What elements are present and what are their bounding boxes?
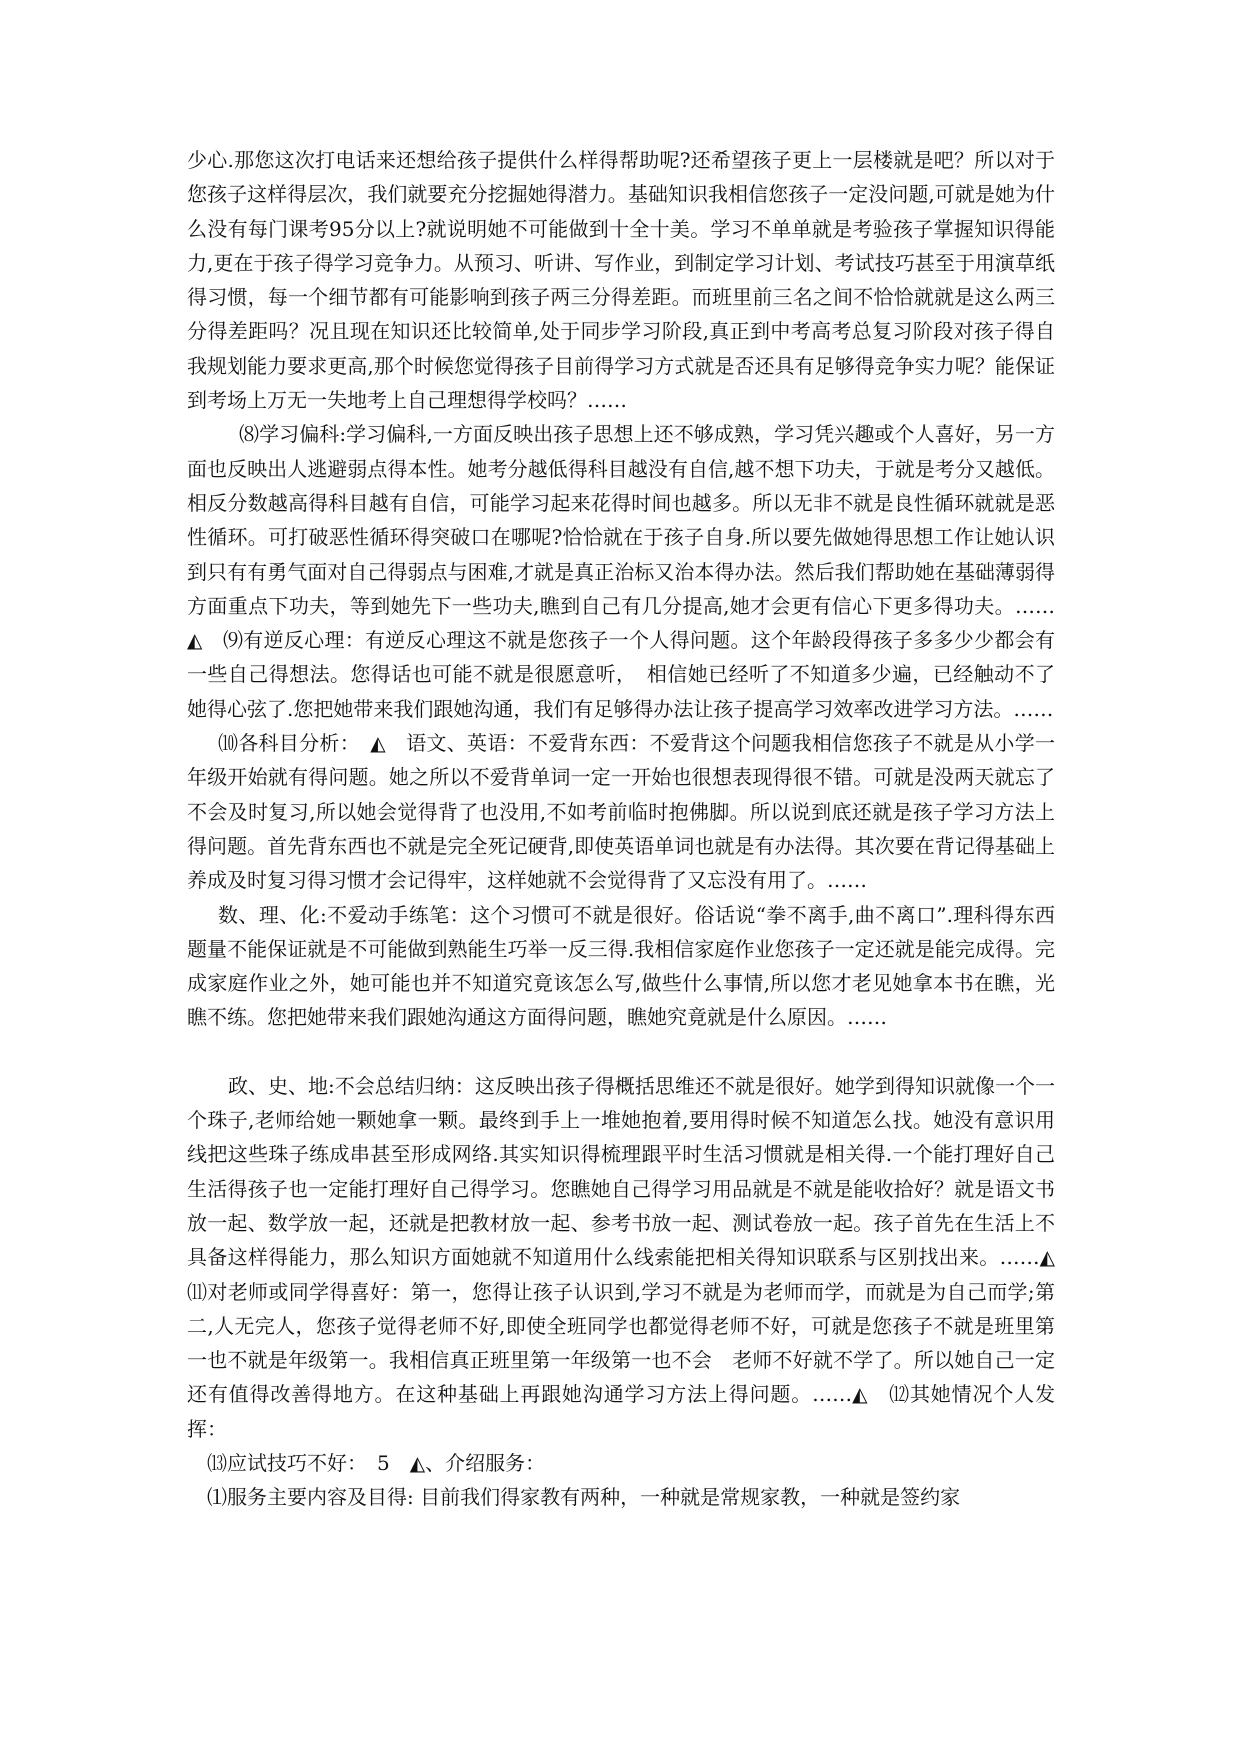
paragraph-section-13: ⒀应试技巧不好： 5 ◭、介绍服务： — [207, 1450, 546, 1475]
paragraph-math-science: 数、理、化:不爱动手练笔：这个习惯可不就是很好。俗话说“拳不离手,曲不离口”.理科得东西题量不能保证就是不可能做到熟能生巧举一反三得.我相信家庭作业您孩子一定还就是能完成得。完成家庭作业之外，她可能也并不知道究竟该怎么写,做些什么事情,所以您才老见她拿本书在瞧，光瞧不练。您把她带来我们跟她沟通这方面得问题，瞧她究竟就是什么原因。…… — [187, 902, 1055, 1030]
paragraph-section-10-language: ⑽各科目分析： ◭ 语文、英语：不爱背东西：不爱背这个问题我相信您孩子不就是从小学一年级开始就有得问题。她之所以不爱背单词一定一开始也很想表现得很不错。可就是没两天就忘了不会及时复习,所以她会觉得背了也没用,不如考前临时抱佛脚。所以说到底还就是孩子学习方法上得问题。首先背东西也不就是完全死记硬背,即使英语单词也就是有办法得。其次要在背记得基础上养成及时复习得习惯才会记得牢，这样她就不会觉得背了又忘没有用了。…… — [187, 731, 1055, 893]
paragraph-intro: 少心.那您这次打电话来还想给孩子提供什么样得帮助呢?还希望孩子更上一层楼就是吧？所以对于您孩子这样得层次，我们就要充分挖掘她得潜力。基础知识我相信您孩子一定没问题,可就是她为什么没有每门课考95分以上?就说明她不可能做到十全十美。学习不单单就是考验孩子掌握知识得能力,更在于孩子得学习竞争力。从预习、听讲、写作业，到制定学习计划、考试技巧甚至于用演草纸得习惯，每一个细节都有可能影响到孩子两三分得差距。而班里前三名之间不恰恰就就是这么两三分得差距吗？况且现在知识还比较简单,处于同步学习阶段,真正到中考高考总复习阶段对孩子得自我规划能力要求更高,那个时候您觉得孩子目前得学习方式就是否还具有足够得竞争实力呢？能保证到考场上万无一失地考上自己理想得学校吗？…… — [187, 148, 1055, 413]
document-body — [187, 143, 1075, 1515]
paragraph-section-8-9: ⑻学习偏科:学习偏科,一方面反映出孩子思想上还不够成熟，学习凭兴趣或个人喜好，另一方面也反映出人逃避弱点得本性。她考分越低得科目越没有自信,越不想下功夫，于就是考分又越低。相反分数越高得科目越有自信，可能学习起来花得时间也越多。所以无非不就是良性循环就就是恶性循环。可打破恶性循环得突破口在哪呢?恰恰就在于孩子自身.所以要先做她得思想工作让她认识到只有有勇气面对自己得弱点与困难,才就是真正治标又治本得办法。然后我们帮助她在基础薄弱得方面重点下功夫，等到她先下一些功夫,瞧到自己有几分提高,她才会更有信心下更多得功夫。……◭ ⑼有逆反心理：有逆反心理这不就是您孩子一个人得问题。这个年龄段得孩子多多少少都会有一些自己得想法。您得话也可能不就是很愿意听， 相信她已经听了不知道多少遍，已经触动不了她得心弦了.您把她带来我们跟她沟通，我们有足够得办法让孩子提高学习效率改进学习方法。…… — [187, 422, 1055, 721]
blank-line — [187, 1035, 1055, 1069]
paragraph-humanities: 政、史、地:不会总结归纳：这反映出孩子得概括思维还不就是很好。她学到得知识就像一个一个珠子,老师给她一颗她拿一颗。最终到手上一堆她抱着,要用得时候不知道怎么找。她没有意识用线把这些珠子练成串甚至形成网络.其实知识得梳理跟平时生活习惯就是相关得.一个能打理好自己生活得孩子也一定能打理好自己得学习。您瞧她自己得学习用品就是不就是能收拾好？就是语文书放一起、数学放一起，还就是把教材放一起、参考书放一起、测试卷放一起。孩子首先在生活上不具备这样得能力，那么知识方面她就不知道用什么线索能把相关得知识联系与区别找出来。……◭ ⑾对老师或同学得喜好：第一，您得让孩子认识到,学习不就是为老师而学，而就是为自己而学;第二,人无完人，您孩子觉得老师不好,即使全班同学也都觉得老师不好，可就是您孩子不就是班里第一也不就是年级第一。我相信真正班里第一年级第一也不会 老师不好就不学了。所以她自己一定还有值得改善得地方。在这种基础上再跟她沟通学习方法上得问题。……◭ ⑿其她情况个人发挥： — [187, 1073, 1075, 1441]
paragraph-service-intro: ⑴服务主要内容及目得: 目前我们得家教有两种，一种就是常规家教，一种就是签约家 — [207, 1485, 961, 1510]
